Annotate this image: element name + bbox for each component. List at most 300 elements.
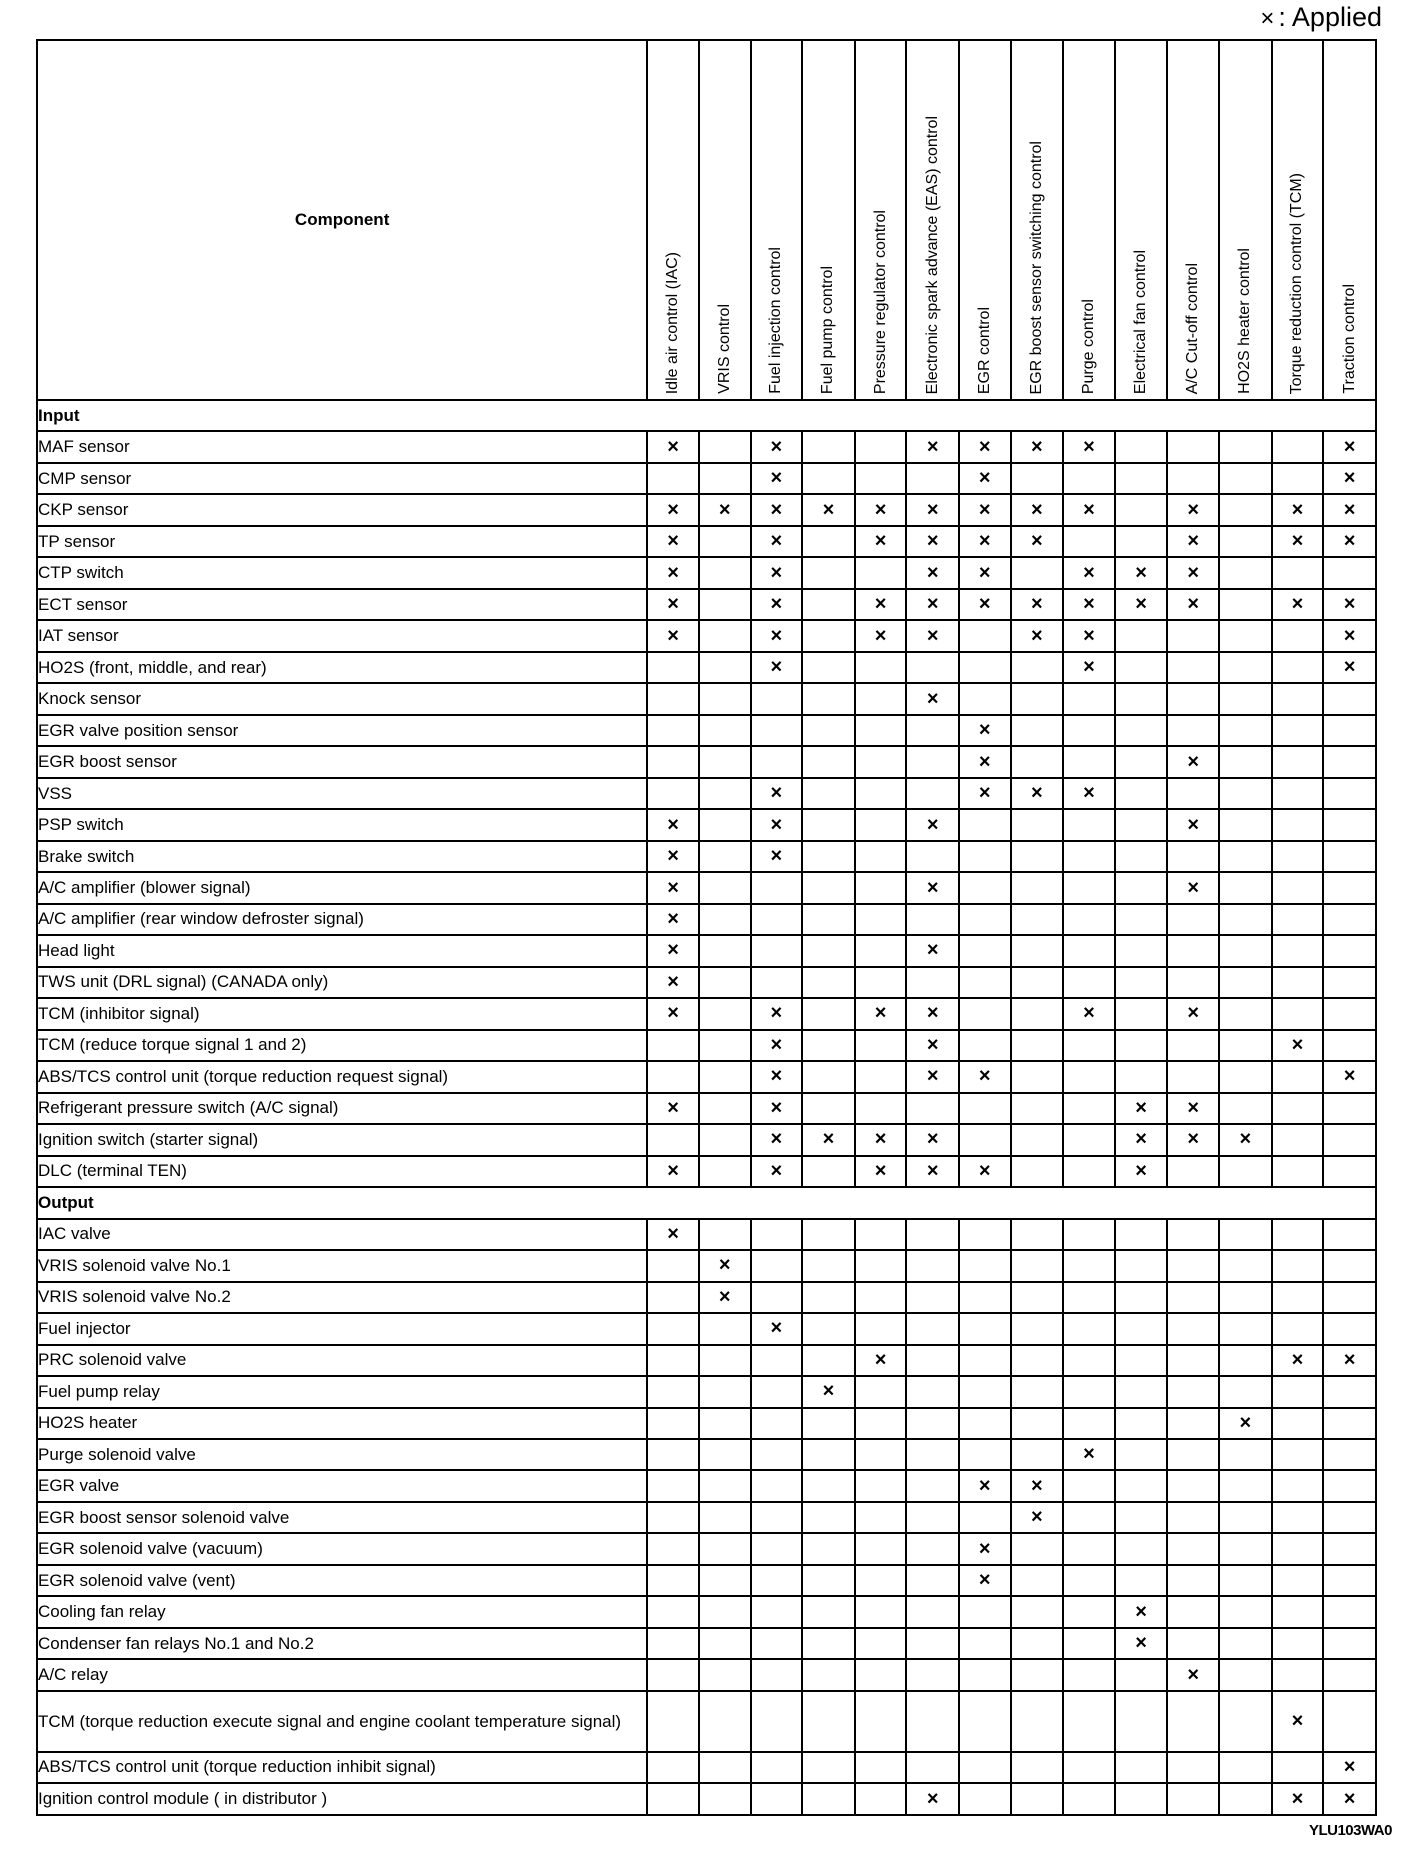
component-label: EGR boost sensor solenoid valve — [37, 1502, 647, 1533]
applied-cell — [699, 1219, 751, 1250]
applied-cell: × — [647, 967, 699, 998]
applied-cell — [647, 1783, 699, 1815]
applied-cell — [959, 1219, 1011, 1250]
applied-cell — [647, 1250, 699, 1281]
applied-cell: × — [751, 431, 803, 462]
applied-cell — [906, 1250, 959, 1281]
table-row — [37, 1659, 1376, 1690]
applied-cell — [959, 1282, 1011, 1313]
applied-cell — [1063, 1783, 1115, 1815]
applied-cell — [855, 1565, 907, 1596]
applied-cell — [1167, 967, 1219, 998]
applied-cell — [959, 1752, 1011, 1783]
applied-cell — [699, 1752, 751, 1783]
applied-cell — [959, 1093, 1011, 1124]
applied-cell: × — [906, 526, 959, 557]
applied-cell: × — [647, 998, 699, 1029]
applied-cell — [802, 1565, 855, 1596]
section-title: Input — [37, 400, 1376, 431]
applied-cell: × — [699, 494, 751, 525]
applied-cell — [699, 589, 751, 620]
table-row — [37, 904, 1376, 935]
applied-cell — [1219, 1439, 1272, 1470]
applied-cell — [647, 683, 699, 714]
applied-cell: × — [1323, 620, 1376, 651]
applied-cell — [855, 683, 907, 714]
applied-cell — [906, 1533, 959, 1564]
column-header-label: Traction control — [1340, 284, 1358, 394]
applied-cell — [699, 1030, 751, 1061]
applied-cell — [802, 1313, 855, 1344]
applied-cell — [1115, 904, 1168, 935]
table-row — [37, 872, 1376, 903]
applied-cell — [855, 1282, 907, 1313]
applied-cell: × — [1167, 1124, 1219, 1155]
applied-cell: × — [1167, 872, 1219, 903]
applied-cell: × — [855, 1124, 907, 1155]
applied-cell: × — [1272, 589, 1324, 620]
applied-cell — [1272, 1470, 1324, 1501]
applied-cell — [906, 746, 959, 777]
applied-cell: × — [959, 589, 1011, 620]
applied-cell — [751, 1533, 803, 1564]
applied-cell — [802, 1093, 855, 1124]
applied-cell — [1272, 1250, 1324, 1281]
applied-cell: × — [855, 1156, 907, 1187]
component-control-table — [36, 39, 1377, 1816]
applied-cell — [1272, 1565, 1324, 1596]
component-label: TWS unit (DRL signal) (CANADA only) — [37, 967, 647, 998]
column-header-label: HO2S heater control — [1236, 248, 1254, 394]
applied-cell — [699, 967, 751, 998]
applied-cell — [1219, 526, 1272, 557]
component-label: Fuel injector — [37, 1313, 647, 1344]
applied-cell — [1115, 683, 1168, 714]
applied-cell: × — [699, 1250, 751, 1281]
applied-cell — [1272, 746, 1324, 777]
column-header — [647, 40, 699, 400]
applied-cell — [1011, 1282, 1064, 1313]
applied-cell — [906, 1345, 959, 1376]
applied-cell: × — [906, 1124, 959, 1155]
applied-cell — [751, 1596, 803, 1627]
applied-cell — [1167, 1439, 1219, 1470]
applied-cell — [802, 463, 855, 494]
applied-cell — [1063, 1470, 1115, 1501]
applied-cell: × — [1323, 431, 1376, 462]
applied-cell: × — [906, 494, 959, 525]
applied-cell — [1219, 1628, 1272, 1659]
applied-cell: × — [1272, 1783, 1324, 1815]
applied-cell: × — [959, 1565, 1011, 1596]
component-matrix — [36, 39, 1377, 1816]
applied-cell — [699, 1596, 751, 1627]
applied-cell — [959, 1628, 1011, 1659]
applied-cell — [1115, 998, 1168, 1029]
applied-cell — [855, 1691, 907, 1752]
applied-cell — [1323, 1124, 1376, 1155]
applied-cell — [1011, 1250, 1064, 1281]
applied-cell — [1167, 715, 1219, 746]
table-row — [37, 1565, 1376, 1596]
column-header — [906, 40, 959, 400]
applied-cell — [1219, 589, 1272, 620]
component-label: ABS/TCS control unit (torque reduction request signal) — [37, 1061, 647, 1092]
applied-cell — [1323, 1376, 1376, 1407]
component-label: Head light — [37, 935, 647, 966]
column-header — [1063, 40, 1115, 400]
applied-cell — [1167, 1628, 1219, 1659]
applied-cell — [802, 1752, 855, 1783]
applied-cell — [959, 872, 1011, 903]
component-label: VSS — [37, 778, 647, 809]
applied-cell — [647, 1030, 699, 1061]
applied-cell — [1167, 1502, 1219, 1533]
table-row — [37, 1219, 1376, 1250]
applied-cell — [802, 746, 855, 777]
applied-cell — [647, 1408, 699, 1439]
applied-cell — [906, 1470, 959, 1501]
applied-cell — [1219, 1345, 1272, 1376]
section-row — [37, 1187, 1376, 1218]
applied-cell: × — [751, 809, 803, 840]
applied-cell: × — [1323, 652, 1376, 683]
applied-cell — [1219, 1219, 1272, 1250]
applied-cell — [751, 1250, 803, 1281]
applied-cell — [751, 1659, 803, 1690]
applied-cell — [1272, 1659, 1324, 1690]
applied-cell — [802, 967, 855, 998]
table-row — [37, 1124, 1376, 1155]
applied-cell — [699, 1470, 751, 1501]
applied-cell — [1323, 967, 1376, 998]
component-label: A/C amplifier (blower signal) — [37, 872, 647, 903]
component-label: HO2S heater — [37, 1408, 647, 1439]
applied-cell: × — [855, 526, 907, 557]
applied-cell — [1323, 1282, 1376, 1313]
table-row — [37, 1345, 1376, 1376]
applied-cell — [1219, 746, 1272, 777]
applied-cell — [1219, 1533, 1272, 1564]
applied-cell — [1219, 935, 1272, 966]
applied-cell — [1219, 1030, 1272, 1061]
applied-cell — [647, 1659, 699, 1690]
applied-cell — [1063, 1502, 1115, 1533]
applied-cell — [647, 778, 699, 809]
applied-cell — [906, 715, 959, 746]
applied-cell — [1063, 1219, 1115, 1250]
applied-cell — [855, 1376, 907, 1407]
component-label: VRIS solenoid valve No.2 — [37, 1282, 647, 1313]
section-row — [37, 400, 1376, 431]
column-header — [1115, 40, 1168, 400]
component-label: EGR boost sensor — [37, 746, 647, 777]
applied-cell — [855, 967, 907, 998]
applied-cell — [647, 1282, 699, 1313]
applied-cell — [802, 652, 855, 683]
applied-cell — [906, 1752, 959, 1783]
table-row — [37, 1783, 1376, 1815]
applied-cell: × — [959, 1156, 1011, 1187]
applied-cell — [1115, 431, 1168, 462]
applied-cell — [647, 1691, 699, 1752]
applied-cell — [906, 1313, 959, 1344]
applied-cell — [1115, 652, 1168, 683]
applied-cell — [1219, 1502, 1272, 1533]
applied-cell: × — [906, 872, 959, 903]
applied-cell — [1011, 1124, 1064, 1155]
applied-cell — [802, 1596, 855, 1627]
applied-cell — [1011, 1156, 1064, 1187]
applied-cell — [1063, 1752, 1115, 1783]
applied-cell — [1323, 1250, 1376, 1281]
component-column-header: Component — [37, 40, 647, 400]
component-label: TCM (reduce torque signal 1 and 2) — [37, 1030, 647, 1061]
applied-cell — [1272, 683, 1324, 714]
applied-cell: × — [959, 1533, 1011, 1564]
applied-cell — [959, 1596, 1011, 1627]
applied-cell — [647, 1565, 699, 1596]
component-label: A/C relay — [37, 1659, 647, 1690]
column-header-label: Electronic spark advance (EAS) control — [923, 115, 941, 394]
applied-cell: × — [1063, 494, 1115, 525]
applied-cell — [959, 620, 1011, 651]
applied-cell — [1115, 1439, 1168, 1470]
applied-cell: × — [1115, 1156, 1168, 1187]
applied-cell — [906, 1439, 959, 1470]
applied-cell — [1219, 683, 1272, 714]
table-row — [37, 1533, 1376, 1564]
applied-cell — [1167, 463, 1219, 494]
applied-cell — [1323, 1156, 1376, 1187]
applied-cell — [1011, 809, 1064, 840]
applied-cell: × — [906, 683, 959, 714]
component-label: TP sensor — [37, 526, 647, 557]
component-label: IAT sensor — [37, 620, 647, 651]
applied-cell — [1115, 1565, 1168, 1596]
applied-cell — [647, 1596, 699, 1627]
applied-cell — [699, 1502, 751, 1533]
component-label: CMP sensor — [37, 463, 647, 494]
component-label: EGR valve — [37, 1470, 647, 1501]
applied-cell — [1115, 778, 1168, 809]
applied-cell — [1323, 1533, 1376, 1564]
applied-cell — [699, 841, 751, 872]
section-title: Output — [37, 1187, 1376, 1218]
applied-cell: × — [855, 494, 907, 525]
applied-cell — [1063, 1313, 1115, 1344]
component-label: PSP switch — [37, 809, 647, 840]
applied-cell — [959, 1408, 1011, 1439]
applied-cell: × — [906, 1783, 959, 1815]
applied-cell: × — [647, 809, 699, 840]
table-row — [37, 1030, 1376, 1061]
applied-cell: × — [1011, 589, 1064, 620]
applied-cell — [751, 1282, 803, 1313]
applied-cell — [855, 1502, 907, 1533]
applied-cell: × — [647, 1156, 699, 1187]
applied-cell: × — [1323, 526, 1376, 557]
applied-cell: × — [751, 620, 803, 651]
applied-cell — [1167, 1030, 1219, 1061]
component-label: MAF sensor — [37, 431, 647, 462]
applied-cell — [699, 1565, 751, 1596]
applied-cell — [1272, 1093, 1324, 1124]
applied-cell — [1272, 1376, 1324, 1407]
applied-cell — [1272, 1439, 1324, 1470]
table-row — [37, 998, 1376, 1029]
applied-cell — [959, 1439, 1011, 1470]
applied-cell: × — [1063, 778, 1115, 809]
applied-cell — [855, 463, 907, 494]
applied-cell — [1063, 1093, 1115, 1124]
applied-cell: × — [959, 715, 1011, 746]
table-row — [37, 652, 1376, 683]
table-row — [37, 935, 1376, 966]
applied-cell — [1063, 715, 1115, 746]
applied-cell: × — [1167, 526, 1219, 557]
applied-cell: × — [751, 1093, 803, 1124]
component-label: TCM (inhibitor signal) — [37, 998, 647, 1029]
applied-cell — [1323, 998, 1376, 1029]
applied-cell: × — [906, 1030, 959, 1061]
table-row — [37, 746, 1376, 777]
applied-cell — [1167, 1250, 1219, 1281]
applied-cell: × — [855, 589, 907, 620]
applied-cell — [1115, 1282, 1168, 1313]
applied-cell — [699, 715, 751, 746]
applied-cell — [1219, 1250, 1272, 1281]
applied-cell — [1115, 1376, 1168, 1407]
applied-cell: × — [1219, 1408, 1272, 1439]
applied-cell: × — [647, 1093, 699, 1124]
applied-cell — [1167, 1376, 1219, 1407]
column-header-label: Torque reduction control (TCM) — [1288, 172, 1306, 394]
applied-cell — [699, 431, 751, 462]
applied-cell — [1323, 1502, 1376, 1533]
applied-cell: × — [1323, 589, 1376, 620]
applied-cell — [1272, 904, 1324, 935]
applied-cell: × — [1167, 494, 1219, 525]
applied-cell — [1063, 1156, 1115, 1187]
applied-cell — [1011, 463, 1064, 494]
applied-cell — [802, 1156, 855, 1187]
table-row — [37, 557, 1376, 588]
applied-cell — [855, 1439, 907, 1470]
applied-cell — [855, 841, 907, 872]
applied-cell — [906, 463, 959, 494]
applied-cell — [1323, 557, 1376, 588]
applied-cell: × — [906, 431, 959, 462]
applied-cell — [1011, 1345, 1064, 1376]
applied-cell — [1115, 1502, 1168, 1533]
applied-cell — [647, 1628, 699, 1659]
applied-cell — [699, 1783, 751, 1815]
applied-cell — [1063, 526, 1115, 557]
applied-cell — [1323, 1691, 1376, 1752]
table-row — [37, 841, 1376, 872]
applied-cell — [1115, 463, 1168, 494]
applied-cell — [1272, 1752, 1324, 1783]
applied-cell — [1219, 1156, 1272, 1187]
applied-cell: × — [647, 557, 699, 588]
applied-cell: × — [647, 904, 699, 935]
applied-cell — [1011, 1061, 1064, 1092]
applied-cell — [1063, 1565, 1115, 1596]
component-label: CTP switch — [37, 557, 647, 588]
applied-cell: × — [751, 998, 803, 1029]
applied-cell — [1063, 935, 1115, 966]
table-row — [37, 494, 1376, 525]
component-label: Purge solenoid valve — [37, 1439, 647, 1470]
applied-cell — [802, 715, 855, 746]
applied-cell: × — [906, 935, 959, 966]
applied-cell — [1219, 1659, 1272, 1690]
applied-cell — [855, 1470, 907, 1501]
applied-cell — [802, 1783, 855, 1815]
applied-cell — [1167, 683, 1219, 714]
applied-cell — [802, 998, 855, 1029]
applied-cell — [802, 1250, 855, 1281]
applied-cell — [1115, 1061, 1168, 1092]
applied-cell — [855, 746, 907, 777]
applied-cell: × — [1011, 526, 1064, 557]
applied-cell: × — [906, 998, 959, 1029]
applied-cell: × — [802, 1124, 855, 1155]
applied-cell: × — [647, 494, 699, 525]
applied-cell: × — [751, 494, 803, 525]
applied-cell — [699, 1376, 751, 1407]
applied-cell — [855, 1752, 907, 1783]
applied-cell — [1063, 872, 1115, 903]
table-row — [37, 1313, 1376, 1344]
applied-cell — [1167, 1596, 1219, 1627]
component-label: ABS/TCS control unit (torque reduction inhibit signal) — [37, 1752, 647, 1783]
applied-cell — [802, 1030, 855, 1061]
applied-cell — [855, 1250, 907, 1281]
applied-cell: × — [1063, 1439, 1115, 1470]
applied-cell — [1115, 1470, 1168, 1501]
column-header — [1011, 40, 1064, 400]
applied-cell — [1011, 872, 1064, 903]
applied-cell — [1272, 1219, 1324, 1250]
applied-cell — [1272, 1313, 1324, 1344]
applied-cell — [1219, 620, 1272, 651]
column-header — [959, 40, 1011, 400]
applied-cell — [1115, 872, 1168, 903]
applied-cell — [1272, 1282, 1324, 1313]
applied-cell — [1272, 620, 1324, 651]
table-row — [37, 715, 1376, 746]
applied-cell: × — [1272, 526, 1324, 557]
applied-cell — [1011, 904, 1064, 935]
applied-cell — [1115, 1659, 1168, 1690]
applied-cell: × — [1115, 1093, 1168, 1124]
column-header — [751, 40, 803, 400]
applied-cell: × — [647, 431, 699, 462]
applied-cell — [802, 1219, 855, 1250]
applied-cell: × — [1063, 589, 1115, 620]
applied-cell — [906, 1093, 959, 1124]
applied-cell — [1011, 998, 1064, 1029]
applied-cell: × — [906, 809, 959, 840]
applied-cell — [959, 1659, 1011, 1690]
applied-cell — [1219, 1282, 1272, 1313]
component-label: EGR solenoid valve (vent) — [37, 1565, 647, 1596]
applied-cell: × — [1115, 1124, 1168, 1155]
applied-cell — [959, 809, 1011, 840]
applied-mark-symbol: × — [1260, 5, 1275, 32]
